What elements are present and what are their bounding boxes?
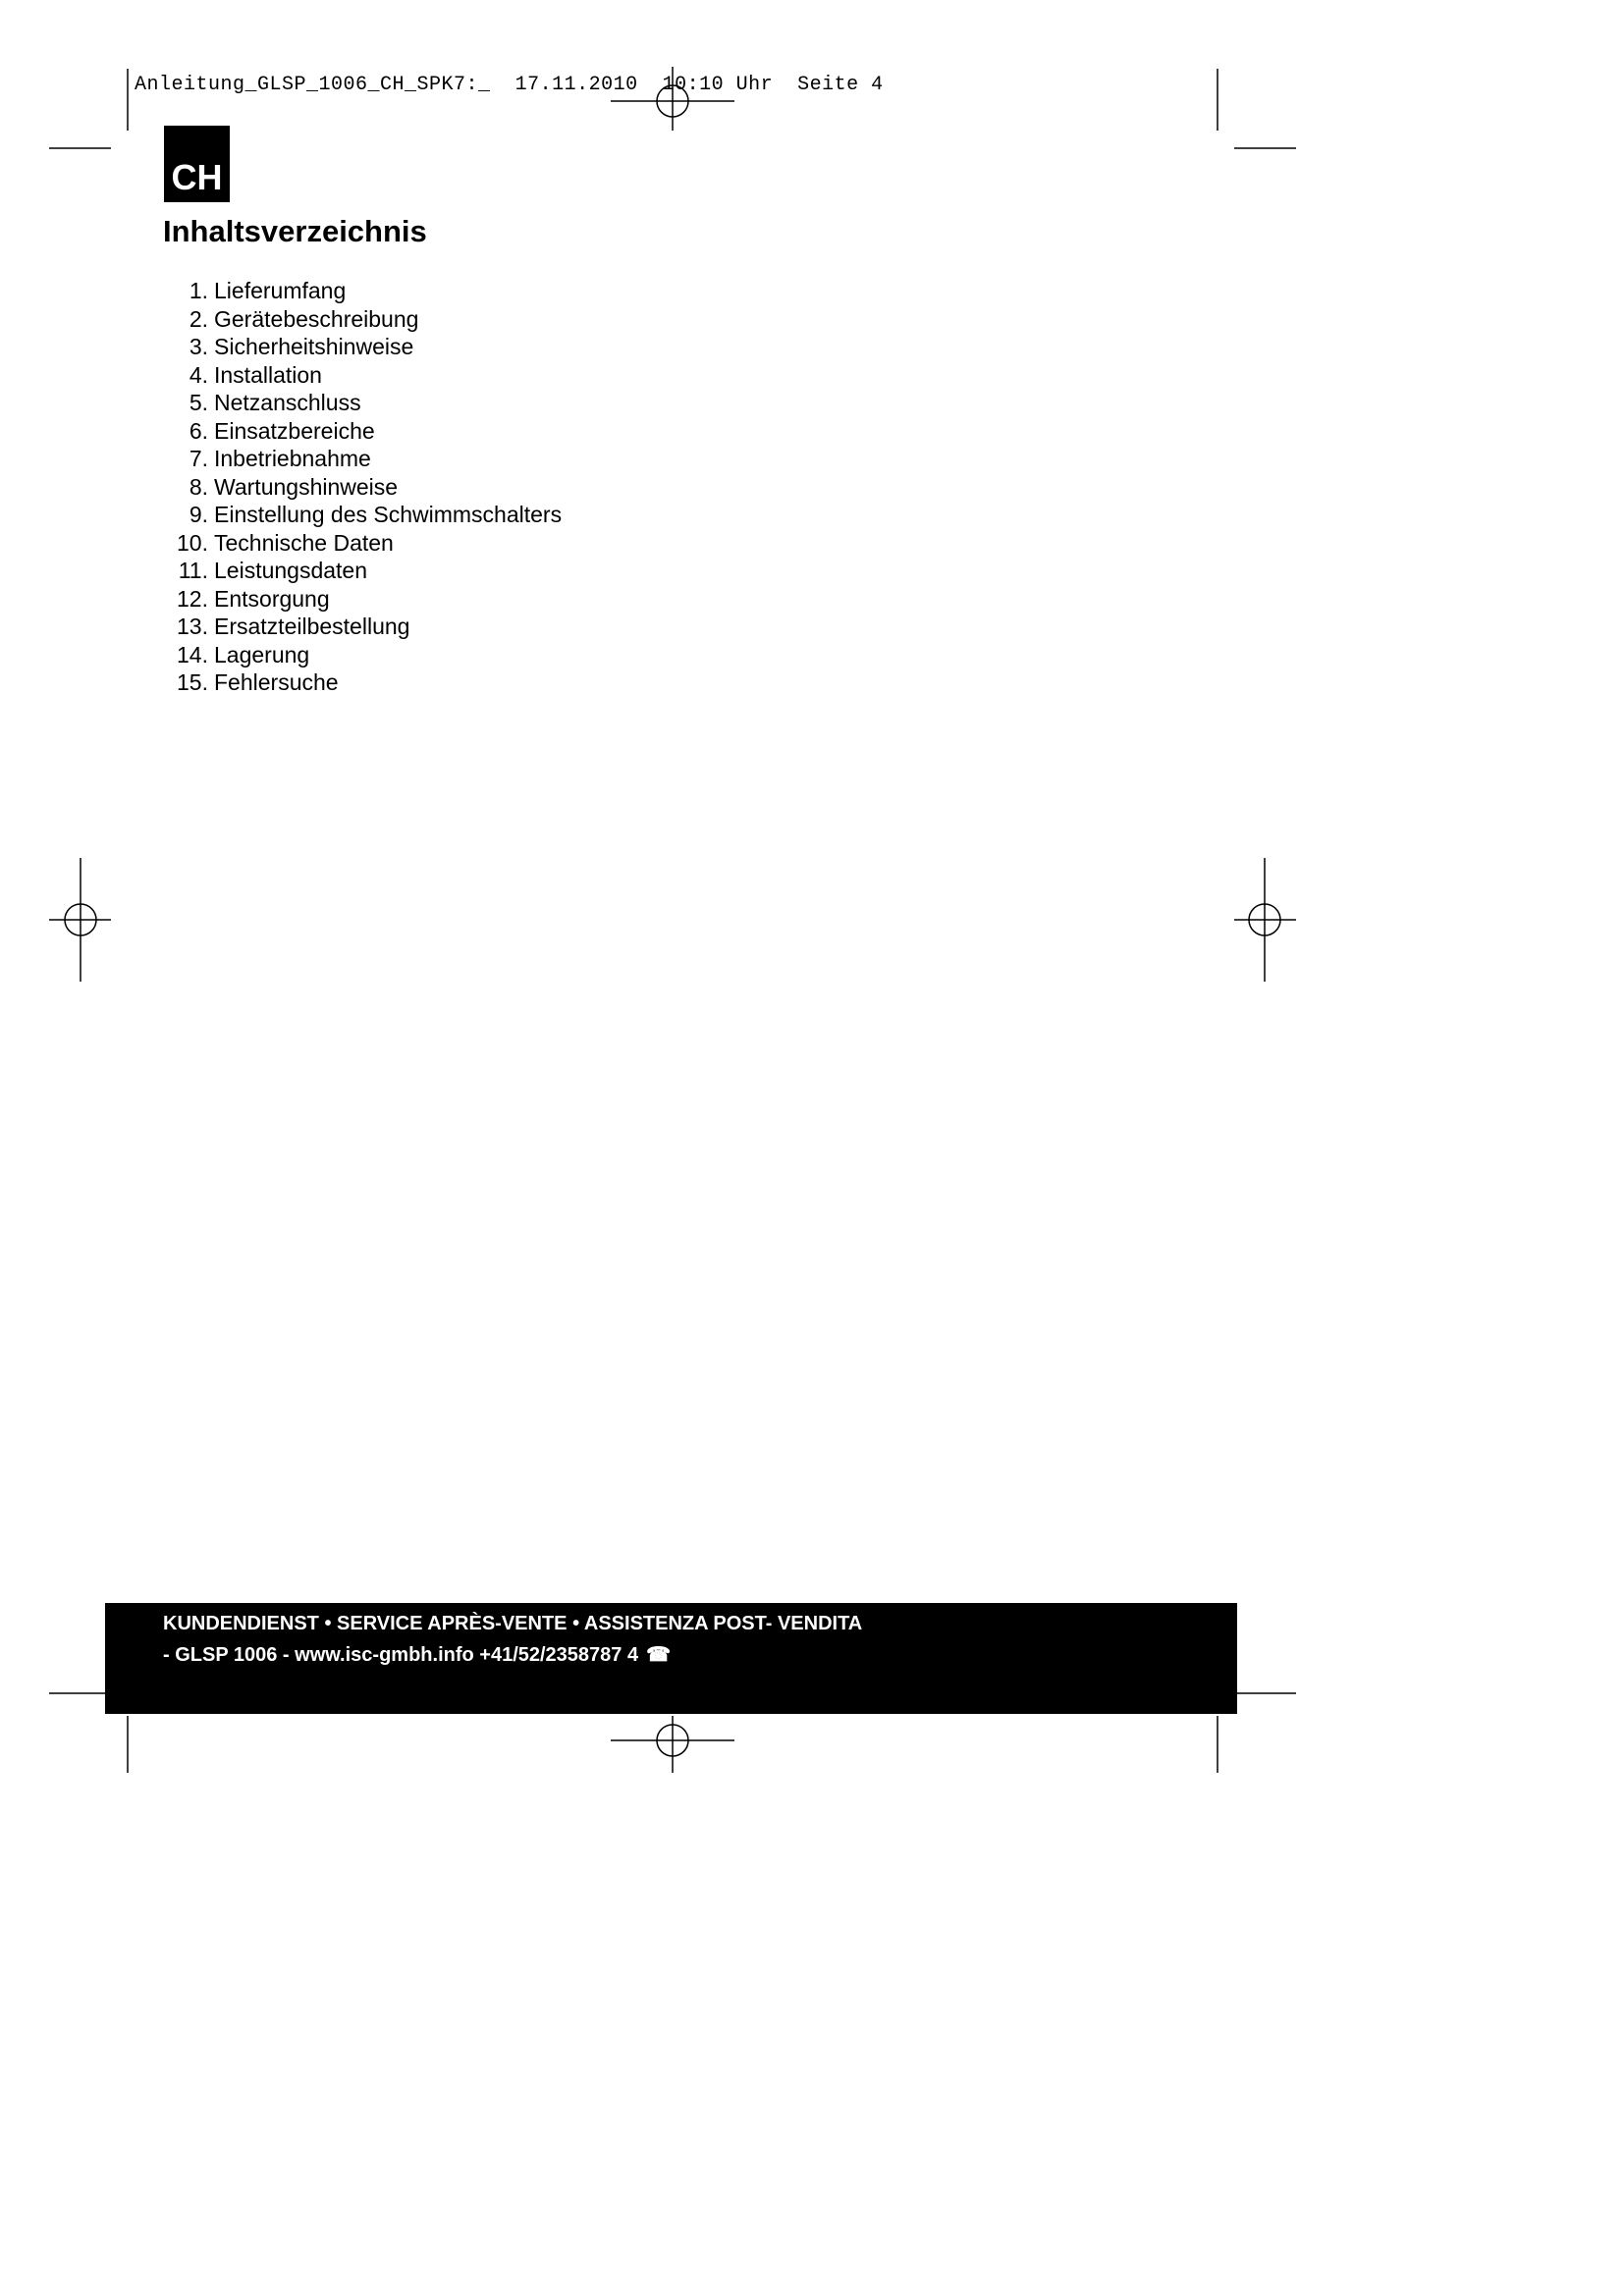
toc-item-number: 8. bbox=[189, 473, 208, 500]
registration-mark-right bbox=[1234, 858, 1296, 982]
page-title: Inhaltsverzeichnis bbox=[163, 214, 427, 248]
footer-service-line: KUNDENDIENST • SERVICE APRÈS-VENTE • ASSISTENZA POST- VENDITA bbox=[163, 1613, 863, 1634]
slug-file: Anleitung_GLSP_1006_CH_SPK7:_ bbox=[135, 74, 491, 96]
toc-item bbox=[167, 445, 562, 473]
toc-item-label: Einstellung des Schwimmschalters bbox=[214, 502, 563, 527]
toc-item-label: Inbetriebnahme bbox=[214, 446, 371, 471]
toc-item bbox=[167, 668, 562, 697]
toc-item-label: Sicherheitshinweise bbox=[214, 334, 414, 359]
toc-item bbox=[167, 305, 562, 334]
toc-item-label: Netzanschluss bbox=[214, 390, 361, 415]
toc-item-number: 12. bbox=[177, 585, 208, 612]
toc-item-label: Fehlersuche bbox=[214, 669, 339, 695]
toc-item-label: Ersatzteilbestellung bbox=[214, 614, 410, 639]
slug-time: 10:10 Uhr bbox=[662, 74, 774, 96]
toc-item-number: 3. bbox=[189, 334, 208, 359]
toc-item bbox=[167, 585, 562, 614]
toc-item-number: 1. bbox=[189, 278, 208, 303]
toc-item bbox=[167, 529, 562, 558]
toc-item-label: Lieferumfang bbox=[214, 278, 347, 303]
telephone-icon: ☎ bbox=[646, 1644, 672, 1666]
registration-mark-left bbox=[49, 858, 111, 982]
registration-mark-top bbox=[611, 67, 734, 131]
toc-item-label: Entsorgung bbox=[214, 585, 330, 612]
toc-item-number: 2. bbox=[189, 305, 208, 332]
slug-page: Seite 4 bbox=[797, 74, 884, 96]
toc-item bbox=[167, 473, 562, 502]
toc-item bbox=[167, 557, 562, 585]
toc-item bbox=[167, 361, 562, 390]
toc-item-number: 11. bbox=[178, 558, 208, 583]
toc-item-label: Einsatzbereiche bbox=[214, 417, 375, 444]
toc-item-number: 14. bbox=[177, 641, 208, 667]
toc-item-number: 6. bbox=[189, 417, 208, 444]
country-badge: CH bbox=[164, 126, 230, 202]
toc-item-number: 5. bbox=[189, 390, 208, 415]
toc-item-number: 15. bbox=[177, 669, 208, 695]
toc-item bbox=[167, 389, 562, 417]
toc-item bbox=[167, 333, 562, 361]
toc-item-number: 4. bbox=[189, 361, 208, 388]
toc-item-label: Installation bbox=[214, 361, 322, 388]
toc-item-label: Technische Daten bbox=[214, 529, 394, 556]
toc-item bbox=[167, 417, 562, 446]
toc-item-number: 13. bbox=[177, 614, 208, 639]
toc-item-number: 9. bbox=[189, 502, 208, 527]
table-of-contents bbox=[167, 277, 562, 697]
toc-item-label: Lagerung bbox=[214, 641, 310, 667]
toc-item-label: Gerätebeschreibung bbox=[214, 305, 419, 332]
toc-item bbox=[167, 613, 562, 641]
toc-item-number: 7. bbox=[189, 446, 208, 471]
toc-item bbox=[167, 501, 562, 529]
footer-contact-line bbox=[163, 1642, 671, 1667]
toc-item bbox=[167, 641, 562, 669]
service-footer bbox=[105, 1603, 1237, 1714]
slug-date: 17.11.2010 bbox=[514, 74, 638, 96]
footer-contact-text: - GLSP 1006 - www.isc-gmbh.info +41/52/2358787 4 bbox=[163, 1644, 639, 1666]
toc-item-label: Leistungsdaten bbox=[214, 558, 368, 583]
toc-item bbox=[167, 277, 562, 305]
toc-item-number: 10. bbox=[177, 529, 208, 556]
toc-item-label: Wartungshinweise bbox=[214, 473, 399, 500]
registration-mark-bottom bbox=[611, 1716, 734, 1773]
